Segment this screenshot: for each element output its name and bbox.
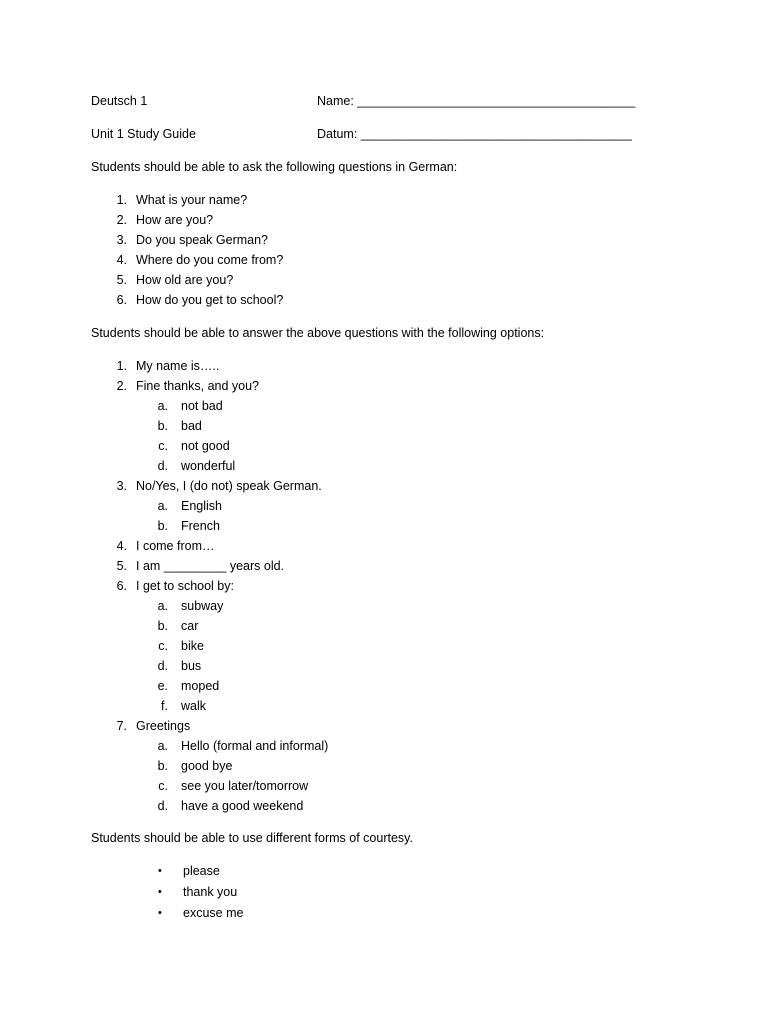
item-number: 2.: [116, 213, 127, 227]
item-text: Fine thanks, and you?: [136, 379, 259, 393]
sub-item-text: Hello (formal and informal): [181, 739, 329, 753]
course-title: Deutsch 1: [91, 94, 148, 108]
sub-item-text: English: [181, 499, 222, 513]
sub-item-letter: d.: [157, 459, 168, 473]
sub-item-text: wonderful: [181, 459, 236, 473]
sub-item-text: walk: [181, 699, 207, 713]
item-number: 3.: [116, 233, 127, 247]
item-number: 1.: [116, 359, 127, 373]
guide-title: Unit 1 Study Guide: [91, 127, 196, 141]
date-field-label: Datum: _______________________________________: [317, 127, 632, 141]
sub-item-text: bad: [181, 419, 202, 433]
item-text: How old are you?: [136, 273, 234, 287]
bullet-marker: •: [158, 907, 162, 919]
sub-item-text: see you later/tomorrow: [181, 779, 309, 793]
name-field-label: Name: ________________________________________: [317, 94, 636, 108]
item-text: I get to school by:: [136, 579, 234, 593]
sub-item-letter: c.: [158, 639, 168, 653]
item-number: 4.: [116, 539, 127, 553]
bullet-text: thank you: [183, 885, 238, 899]
item-text: I am _________ years old.: [136, 559, 285, 573]
sub-item-letter: b.: [157, 759, 168, 773]
item-text: Greetings: [136, 719, 191, 733]
sub-item-text: moped: [181, 679, 220, 693]
sub-item-letter: d.: [157, 799, 168, 813]
sub-item-text: subway: [181, 599, 224, 613]
sub-item-letter: a.: [157, 499, 168, 513]
bullet-marker: •: [158, 886, 162, 898]
item-number: 6.: [116, 579, 127, 593]
item-text: My name is…..: [136, 359, 220, 373]
bullet-text: please: [183, 864, 220, 878]
item-text: How are you?: [136, 213, 214, 227]
sub-item-text: car: [181, 619, 199, 633]
sub-item-letter: f.: [161, 699, 168, 713]
item-number: 3.: [116, 479, 127, 493]
item-text: I come from…: [136, 539, 215, 553]
item-text: What is your name?: [136, 193, 248, 207]
sub-item-text: not good: [181, 439, 230, 453]
item-number: 4.: [116, 253, 127, 267]
item-number: 1.: [116, 193, 127, 207]
item-number: 6.: [116, 293, 127, 307]
sub-item-text: good bye: [181, 759, 233, 773]
item-number: 7.: [116, 719, 127, 733]
item-text: How do you get to school?: [136, 293, 284, 307]
bullet-marker: •: [158, 865, 162, 877]
sub-item-letter: c.: [158, 439, 168, 453]
answers-intro: Students should be able to answer the above questions with the following options:: [91, 326, 545, 340]
sub-item-letter: a.: [157, 739, 168, 753]
sub-item-text: bike: [181, 639, 204, 653]
sub-item-letter: a.: [157, 599, 168, 613]
item-text: Do you speak German?: [136, 233, 269, 247]
courtesy-intro: Students should be able to use different forms of courtesy.: [91, 831, 413, 845]
sub-item-letter: b.: [157, 419, 168, 433]
sub-item-text: French: [181, 519, 220, 533]
bullet-text: excuse me: [183, 906, 244, 920]
questions-intro: Students should be able to ask the following questions in German:: [91, 160, 458, 174]
sub-item-text: have a good weekend: [181, 799, 304, 813]
sub-item-text: not bad: [181, 399, 223, 413]
sub-item-letter: d.: [157, 659, 168, 673]
sub-item-letter: b.: [157, 619, 168, 633]
item-number: 5.: [116, 559, 127, 573]
sub-item-letter: b.: [157, 519, 168, 533]
sub-item-letter: a.: [157, 399, 168, 413]
sub-item-letter: c.: [158, 779, 168, 793]
item-number: 5.: [116, 273, 127, 287]
sub-item-letter: e.: [157, 679, 168, 693]
item-text: No/Yes, I (do not) speak German.: [136, 479, 322, 493]
item-text: Where do you come from?: [136, 253, 284, 267]
sub-item-text: bus: [181, 659, 202, 673]
item-number: 2.: [116, 379, 127, 393]
